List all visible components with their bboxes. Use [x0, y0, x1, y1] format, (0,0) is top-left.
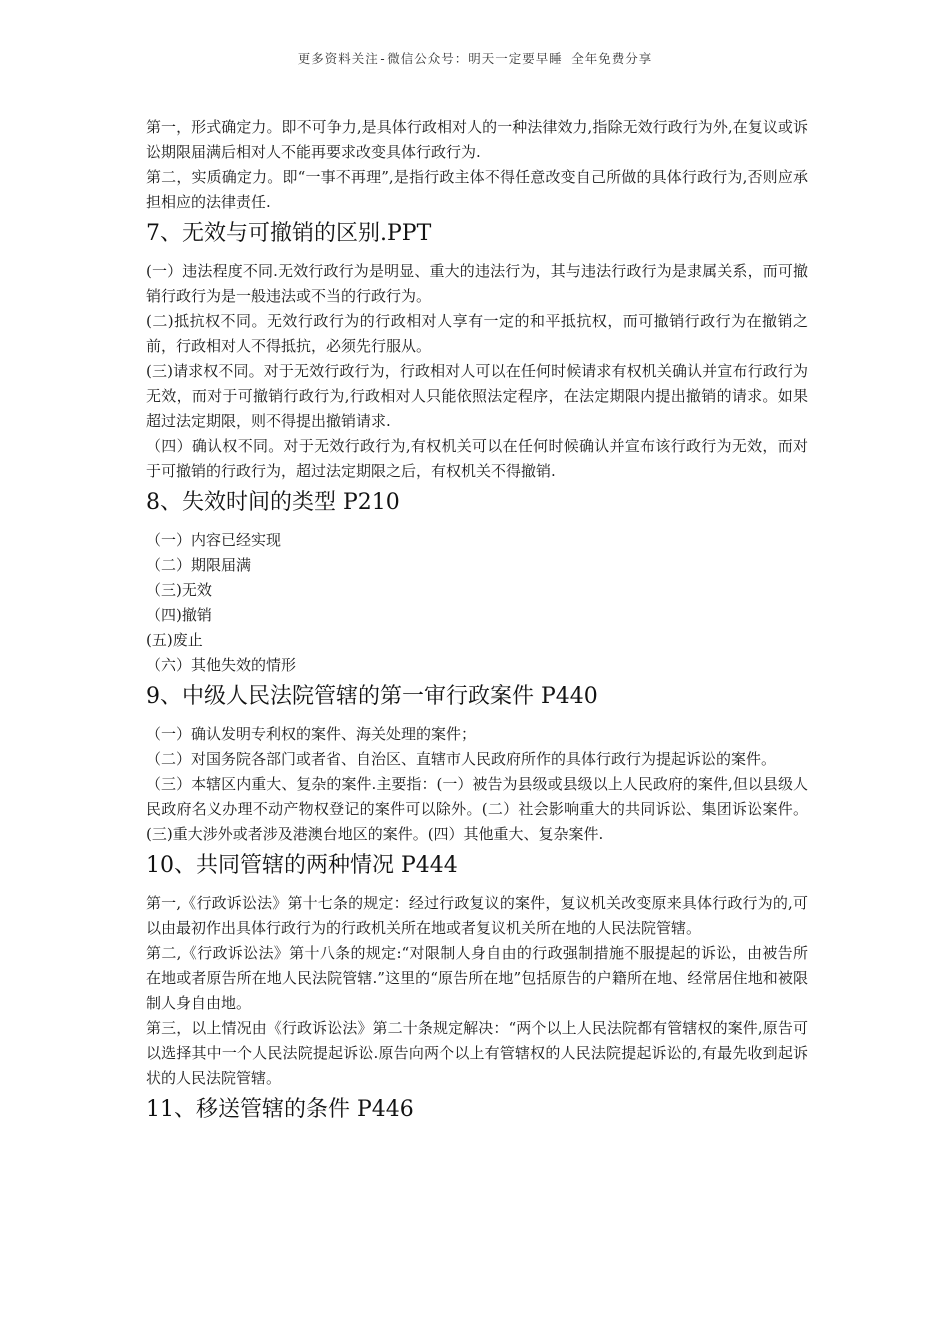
section-heading-11: 11、移送管辖的条件 P446: [146, 1097, 414, 1122]
paragraph: 第二，实质确定力。即“一事不再理”,是指行政主体不得任意改变自己所做的具体行政行为,否则应承担相应的法律责任.: [146, 168, 808, 211]
section-heading-7: 7、无效与可撤销的区别.PPT: [146, 221, 432, 246]
paragraph: 第三，以上情况由《行政诉讼法》第二十条规定解决：“两个以上人民法院都有管辖权的案件,原告可以选择其中一个人民法院提起诉讼.原告向两个以上有管辖权的人民法院提起诉讼的,有最先收到起诉状的人民法院管辖。: [146, 1019, 808, 1087]
paragraph: （三）本辖区内重大、复杂的案件.主要指：(一）被告为县级或县级以上人民政府的案件,但以县级人民政府名义办理不动产物权登记的案件可以除外。(二）社会影响重大的共同诉讼、集团诉讼案件。(三)重大涉外或者涉及港澳台地区的案件。(四）其他重大、复杂案件.: [146, 775, 808, 843]
paragraph: （一）确认发明专利权的案件、海关处理的案件；: [146, 725, 477, 743]
paragraph: （四）确认权不同。对于无效行政行为,有权机关可以在任何时候确认并宣布该行政行为无效，而对于可撤销的行政行为，超过法定期限之后，有权机关不得撤销.: [146, 437, 808, 480]
document-body: [146, 115, 808, 1135]
section-heading-8: 8、失效时间的类型 P210: [146, 490, 400, 515]
list-item: （二）期限届满: [146, 556, 252, 574]
list-item: （一）内容已经实现: [146, 531, 282, 549]
paragraph: (三)请求权不同。对于无效行政行为，行政相对人可以在任何时候请求有权机关确认并宣布行政行为无效，而对于可撤销行政行为,行政相对人只能依照法定程序，在法定期限内提出撤销的请求。如果超过法定期限，则不得提出撤销请求.: [146, 362, 808, 430]
paragraph: 第二,《行政诉讼法》第十八条的规定:“对限制人身自由的行政强制措施不服提起的诉讼，由被告所在地或者原告所在地人民法院管辖.”这里的“原告所在地”包括原告的户籍所在地、经常居住地和被限制人身自由地。: [146, 944, 808, 1012]
section-heading-9: 9、中级人民法院管辖的第一审行政案件 P440: [146, 684, 598, 709]
list-item: （三)无效: [146, 581, 212, 599]
list: [146, 528, 808, 678]
list-item: （六）其他失效的情形: [146, 656, 297, 674]
list-item: （四)撤销: [146, 606, 212, 624]
paragraph: 第一，形式确定力。即不可争力,是具体行政相对人的一种法律效力,指除无效行政行为外,在复议或诉讼期限届满后相对人不能再要求改变具体行政行为.: [146, 118, 808, 161]
paragraph: 第一,《行政诉讼法》第十七条的规定：经过行政复议的案件，复议机关改变原来具体行政行为的,可以由最初作出具体行政行为的行政机关所在地或者复议机关所在地的人民法院管辖。: [146, 894, 808, 937]
paragraph: (一）违法程度不同.无效行政行为是明显、重大的违法行为，其与违法行政行为是隶属关系，而可撤销行政行为是一般违法或不当的行政行为。: [146, 262, 808, 305]
page-banner: 更多资料关注-微信公众号：明天一定要早睡 全年免费分享: [297, 51, 653, 66]
paragraph: （二）对国务院各部门或者省、自治区、直辖市人民政府所作的具体行政行为提起诉讼的案件。: [146, 750, 777, 768]
section-heading-10: 10、共同管辖的两种情况 P444: [146, 853, 458, 878]
paragraph: (二)抵抗权不同。无效行政行为的行政相对人享有一定的和平抵抗权，而可撤销行政行为在撤销之前，行政相对人不得抵抗，必须先行服从。: [146, 312, 808, 355]
list-item: (五)废止: [146, 631, 203, 649]
